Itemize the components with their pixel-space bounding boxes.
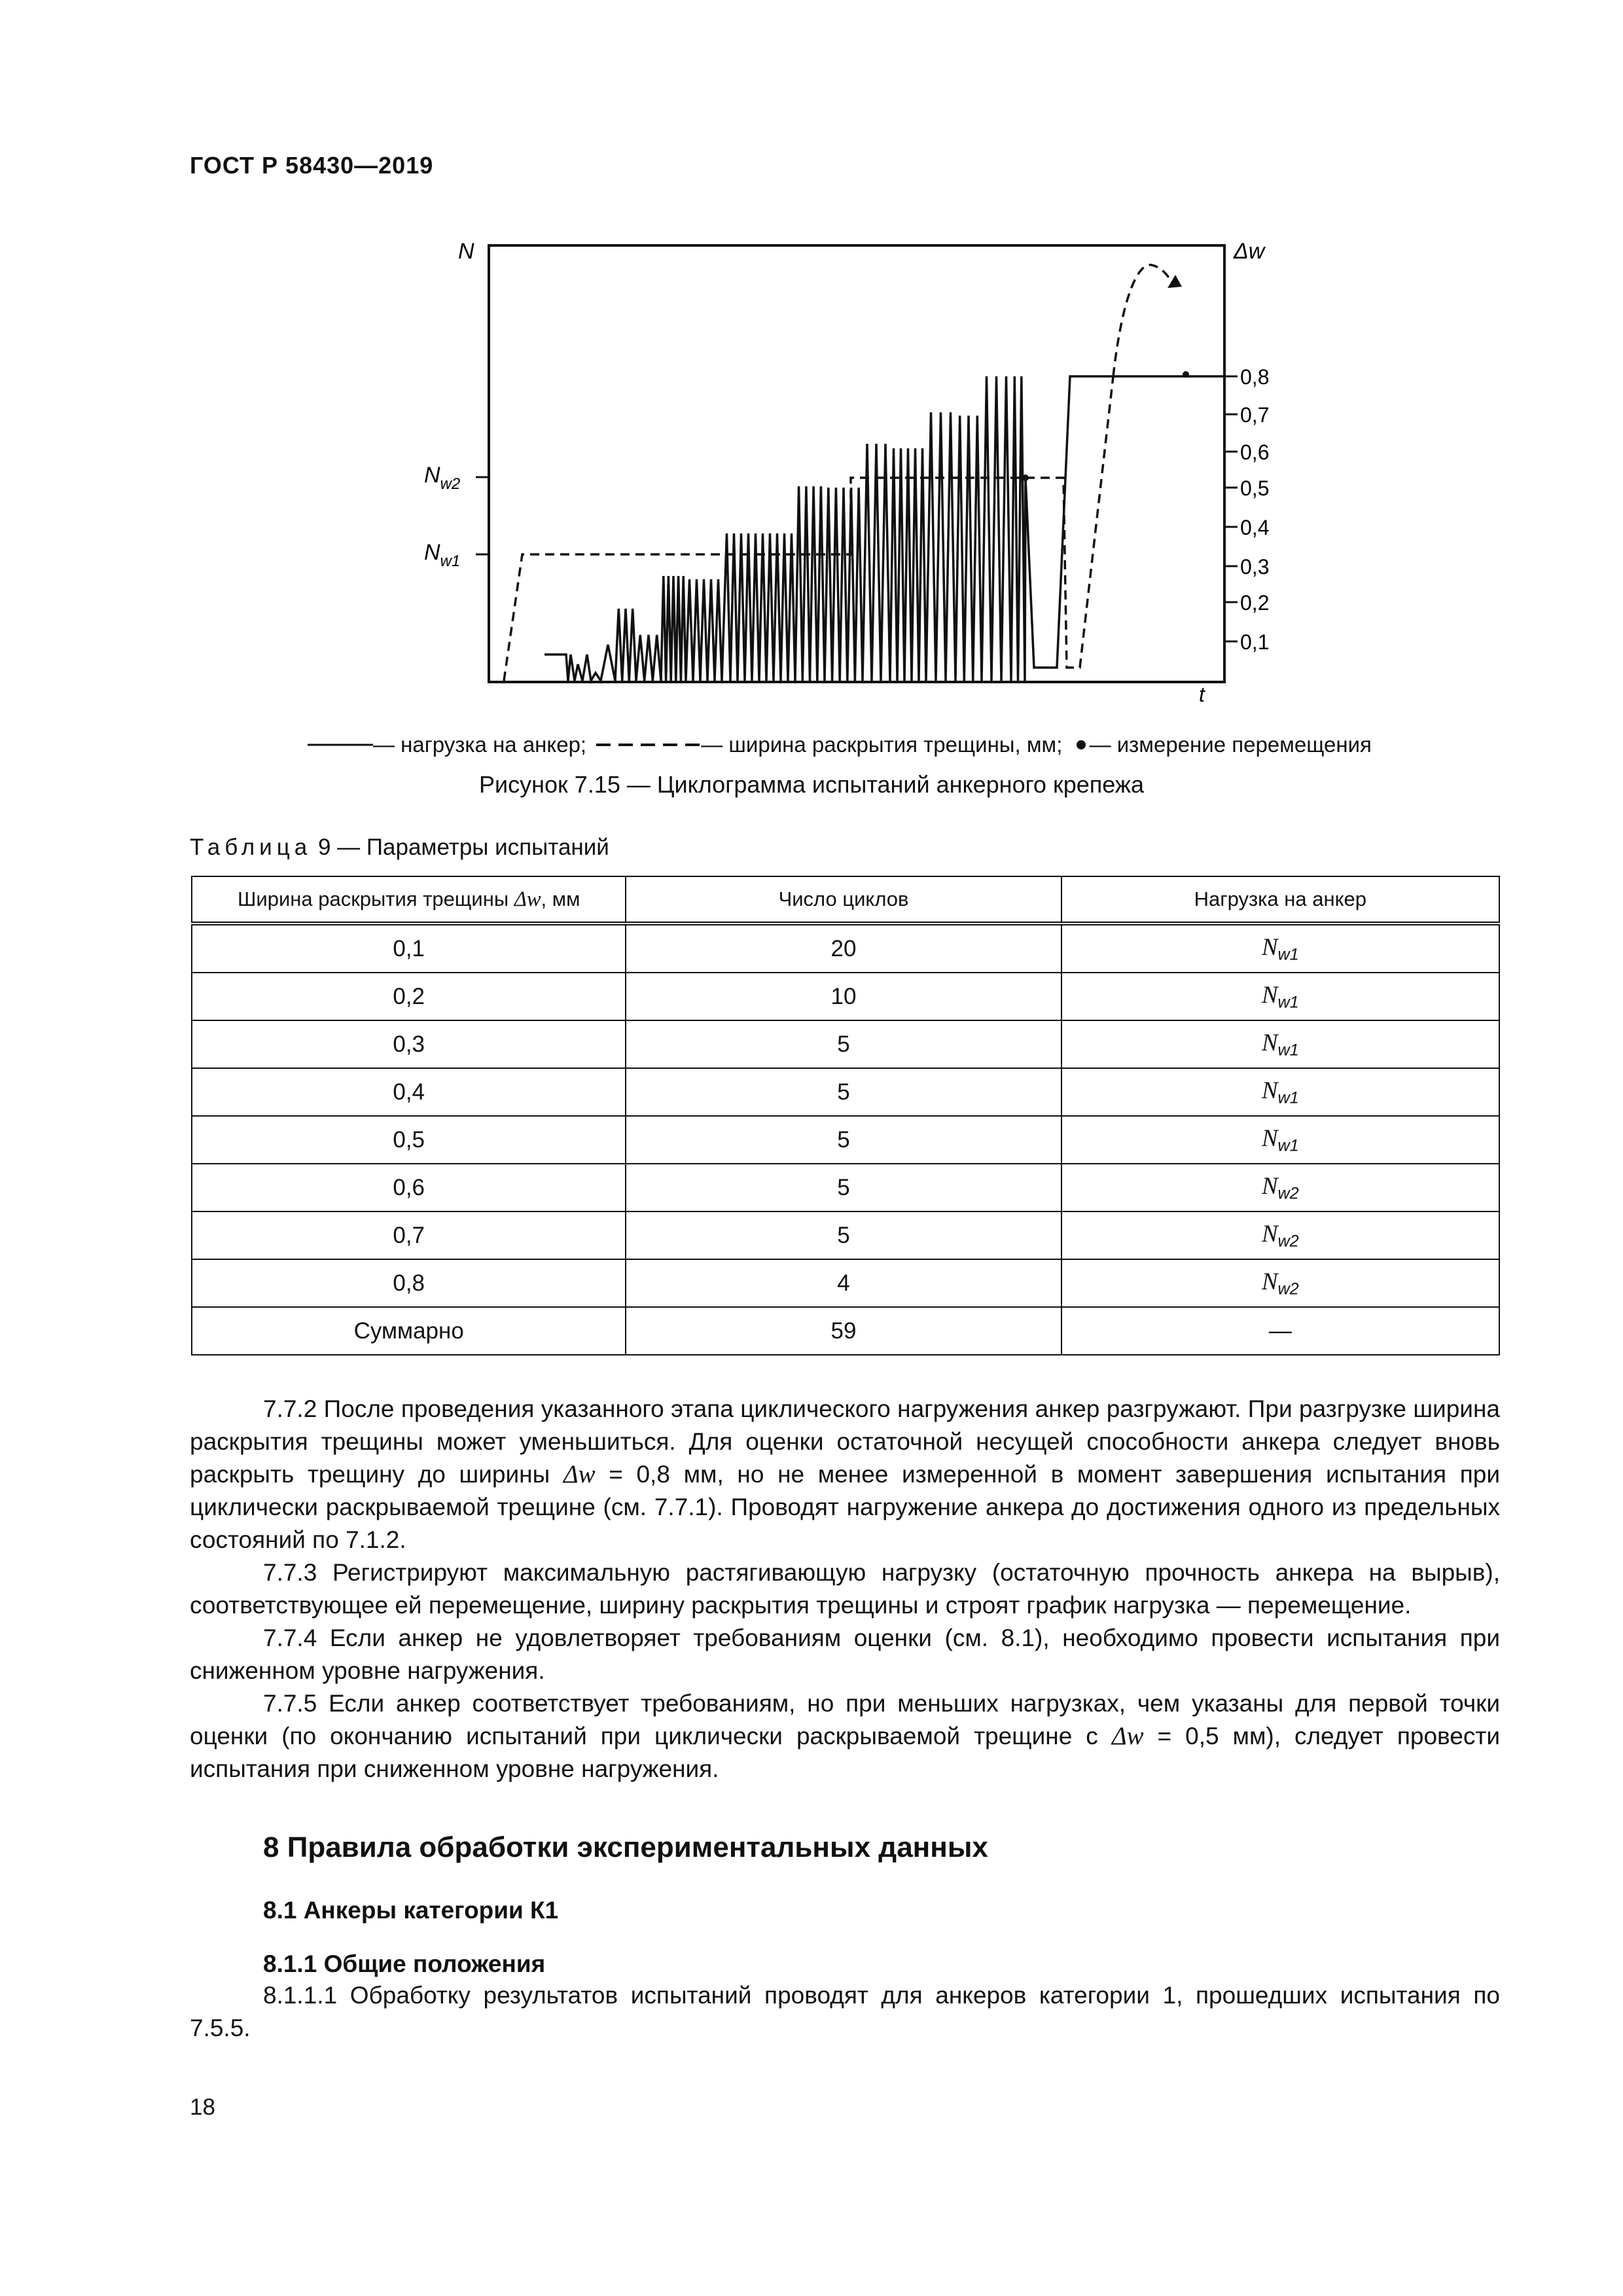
- cell-load: $N_{w1}$: [1061, 1116, 1499, 1164]
- right-tick-label: 0,7: [1240, 403, 1270, 427]
- paragraph-7-7-4: 7.7.4 Если анкер не удовлетворяет требованиям оценки (см. 8.1), необходимо провести испытания при сниженном уровне нагружения.: [190, 1624, 1500, 1684]
- solid-line-icon: [308, 738, 373, 751]
- page-number: 18: [190, 2094, 215, 2120]
- left-axis-label: N: [458, 239, 474, 264]
- right-tick-label: 0,2: [1240, 591, 1270, 615]
- right-tick-label: 0,5: [1240, 476, 1270, 500]
- paragraph-8-1-1-1: 8.1.1.1 Обработку результатов испытаний проводят для анкеров категории 1, прошедших испытания по 7.5.5.: [190, 1982, 1500, 2041]
- table-header-row: [192, 876, 1499, 924]
- right-tick-label: 0,1: [1240, 630, 1270, 654]
- cell-cycles: 5: [626, 1116, 1061, 1164]
- legend-load: [308, 732, 586, 757]
- cell-cycles: 10: [626, 973, 1061, 1020]
- tick-label-nw1: $N_{w1}$: [424, 540, 461, 570]
- cell-crack-width: 0,3: [192, 1020, 626, 1068]
- paragraph-7-7-3: 7.7.3 Регистрируют максимальную растягивающую нагрузку (остаточную прочность анкера на вырыв), соответствующее ей перемещение, ширину раскрытия трещины и строят график нагрузка — перемещение.: [190, 1559, 1500, 1619]
- table-row: [192, 973, 1499, 1020]
- cell-cycles: 5: [626, 1164, 1061, 1211]
- legend-crack-text: — ширина раскрытия трещины, мм;: [701, 732, 1063, 757]
- cell-crack-width: 0,1: [192, 924, 626, 973]
- right-ticks: [1224, 365, 1269, 654]
- col-header-load: Нагрузка на анкер: [1061, 876, 1499, 924]
- measure-point-1: [1022, 475, 1029, 481]
- body-text: [190, 1393, 1500, 1785]
- table-row: [192, 1164, 1499, 1211]
- test-parameters-table: [191, 876, 1500, 1355]
- legend-crack: [596, 732, 1062, 757]
- document-header: ГОСТ Р 58430—2019: [190, 152, 434, 179]
- crack-arrow-head: [1168, 275, 1182, 288]
- tick-label-nw2: $N_{w2}$: [424, 463, 461, 493]
- cell-total-load: —: [1061, 1307, 1499, 1355]
- bottom-axis-label: t: [1199, 683, 1205, 706]
- right-tick-label: 0,3: [1240, 555, 1270, 579]
- anchor-load-series: [544, 376, 1224, 681]
- legend-load-text: — нагрузка на анкер;: [373, 732, 587, 757]
- figure-caption: Рисунок 7.15 — Циклограмма испытаний анкерного крепежа: [479, 771, 1144, 798]
- cell-cycles: 20: [626, 924, 1061, 973]
- table-row: [192, 1259, 1499, 1307]
- cell-total-cycles: 59: [626, 1307, 1061, 1355]
- section-heading-8-1: 8.1 Анкеры категории К1: [263, 1897, 559, 1924]
- dashed-line-icon: [596, 738, 701, 751]
- right-tick-label: 0,8: [1240, 365, 1270, 389]
- cell-load: $N_{w2}$: [1061, 1211, 1499, 1259]
- legend-measure: [1073, 732, 1372, 757]
- cell-cycles: 5: [626, 1211, 1061, 1259]
- cell-cycles: 5: [626, 1068, 1061, 1116]
- cell-crack-width: 0,6: [192, 1164, 626, 1211]
- section-heading-8-1-1: 8.1.1 Общие положения: [263, 1950, 546, 1977]
- cell-crack-width: 0,2: [192, 973, 626, 1020]
- cell-load: $N_{w1}$: [1061, 973, 1499, 1020]
- cell-crack-width: 0,7: [192, 1211, 626, 1259]
- right-tick-label: 0,6: [1240, 440, 1270, 464]
- paragraph-7-7-5: 7.7.5 Если анкер соответствует требованиям, но при меньших нагрузках, чем указаны для первой точки оценки (по окончанию испытаний при циклически раскрываемой трещине с Δw = 0,5 мм), следует провести испытания при сниженном уровне нагружения.: [190, 1690, 1500, 1782]
- figure-legend: [308, 732, 1420, 757]
- cell-load: $N_{w1}$: [1061, 1020, 1499, 1068]
- paragraph-7-7-2: 7.7.2 После проведения указанного этапа циклического нагружения анкер разгружают. При разгрузке ширина раскрытия трещины может уменьшиться. Для оценки остаточной несущей способности анкера следует вновь раскрыть трещину до ширины Δw = 0,8 мм, но не менее измеренной в момент завершения испытания при циклически раскрываемой трещине (см. 7.7.1). Проводят нагружение анкера до достижения одного из предельных состояний по 7.1.2.: [190, 1395, 1500, 1553]
- cell-crack-width: 0,8: [192, 1259, 626, 1307]
- table-row: [192, 1068, 1499, 1116]
- cell-load: $N_{w2}$: [1061, 1164, 1499, 1211]
- section-heading-8: 8 Правила обработки экспериментальных данных: [263, 1831, 988, 1863]
- cell-crack-width: 0,5: [192, 1116, 626, 1164]
- table-row: [192, 1020, 1499, 1068]
- cell-cycles: 5: [626, 1020, 1061, 1068]
- cyclogram-figure: [393, 236, 1322, 723]
- cell-load: $N_{w1}$: [1061, 1068, 1499, 1116]
- table-row: [192, 1211, 1499, 1259]
- cell-load: $N_{w1}$: [1061, 924, 1499, 973]
- cell-cycles: 4: [626, 1259, 1061, 1307]
- right-axis-label: Δw: [1234, 239, 1265, 264]
- col-header-cycles: Число циклов: [626, 876, 1061, 924]
- col-header-width: Ширина раскрытия трещины Δw, мм: [192, 876, 626, 924]
- cell-total-label: Суммарно: [192, 1307, 626, 1355]
- table-row: [192, 1116, 1499, 1164]
- dot-icon: [1073, 738, 1090, 751]
- crack-curve-end: [1113, 265, 1171, 376]
- legend-measure-text: — измерение перемещения: [1089, 732, 1372, 757]
- table-title: Таблица 9 — Параметры испытаний: [190, 834, 609, 860]
- cell-load: $N_{w2}$: [1061, 1259, 1499, 1307]
- table-row: [192, 924, 1499, 973]
- measure-point-2: [1183, 371, 1189, 378]
- table-total-row: [192, 1307, 1499, 1355]
- right-tick-label: 0,4: [1240, 516, 1270, 539]
- cell-crack-width: 0,4: [192, 1068, 626, 1116]
